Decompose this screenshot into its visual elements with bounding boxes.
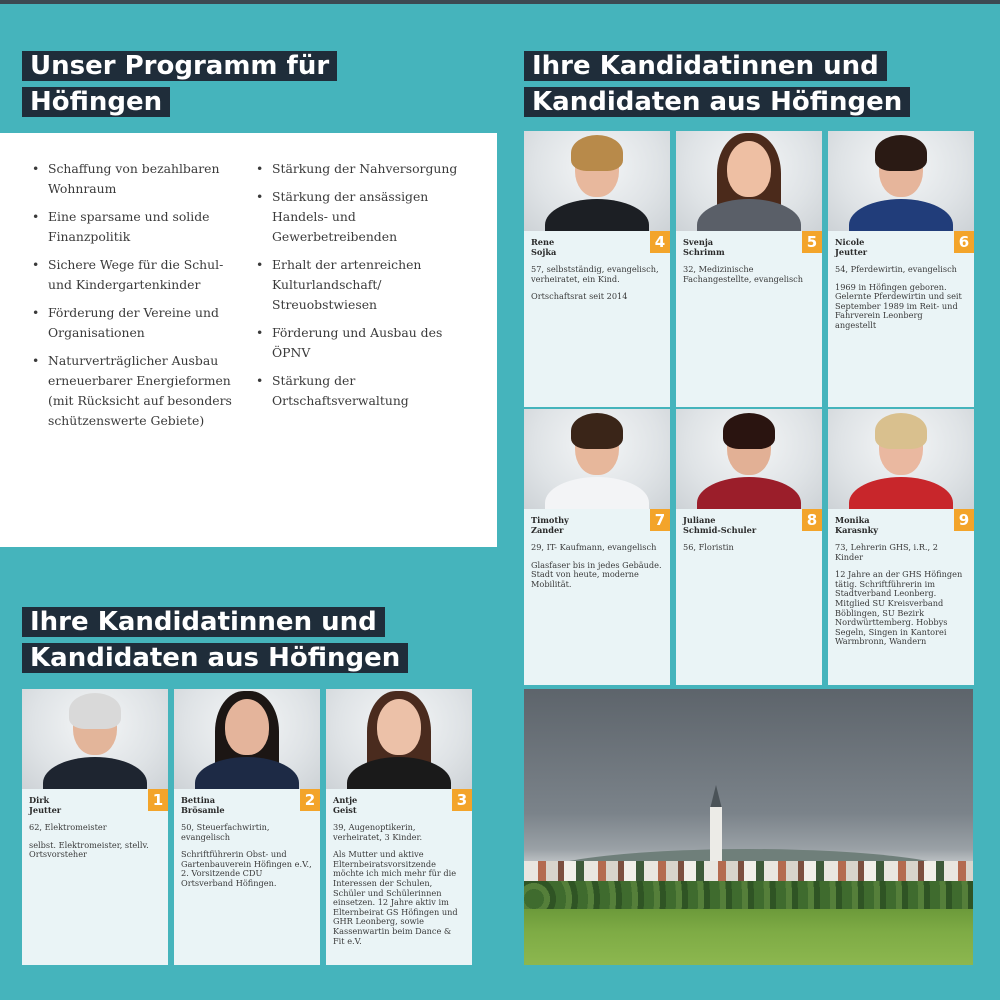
candidate-last-name: Karasnky — [835, 525, 879, 535]
candidate-number: 5 — [802, 231, 822, 253]
candidate-number: 9 — [954, 509, 974, 531]
program-heading-line1: Unser Programm für — [22, 51, 337, 81]
candidate-description — [683, 543, 814, 553]
candidates-heading-left — [22, 604, 408, 676]
candidate-photo — [676, 131, 822, 231]
candidates-heading-right-line1: Ihre Kandidatinnen und — [524, 51, 887, 81]
candidate-photo — [828, 409, 974, 509]
candidate-info: 50, Steuerfachwirtin, evangelisch — [181, 822, 270, 842]
candidate-description — [531, 543, 662, 589]
program-heading — [22, 48, 337, 120]
candidate-name — [29, 795, 142, 815]
candidate-photo — [22, 689, 168, 789]
program-item: • Naturverträglicher Ausbau erneuerbarer Energieformen (mit Rücksicht auf besonders schützenswerte Gebiete) — [30, 351, 240, 431]
clothing — [545, 199, 649, 231]
program-item: • Schaffung von bezahlbaren Wohnraum — [30, 159, 240, 199]
candidate-description — [531, 265, 662, 302]
candidate-card — [828, 409, 974, 685]
candidate-first-name: Juliane — [683, 515, 716, 525]
program-item: • Sichere Wege für die Schul- und Kindergartenkinder — [30, 255, 240, 295]
candidate-number: 8 — [802, 509, 822, 531]
candidate-info: 62, Elektromeister — [29, 822, 107, 832]
candidate-photo — [326, 689, 472, 789]
candidate-info: 39, Augenoptikerin, verheiratet, 3 Kinder. — [333, 822, 423, 842]
candidate-name — [181, 795, 294, 815]
candidate-info: 57, selbstständig, evangelisch, verheiratet, ein Kind. — [531, 264, 659, 284]
candidate-card — [676, 131, 822, 407]
landscape-photo — [524, 689, 973, 965]
candidate-first-name: Bettina — [181, 795, 216, 805]
face — [727, 141, 771, 197]
candidates-heading-left-line1: Ihre Kandidatinnen und — [22, 607, 385, 637]
hair — [69, 693, 121, 729]
candidate-first-name: Antje — [333, 795, 358, 805]
candidate-photo — [676, 409, 822, 509]
candidate-description — [835, 543, 966, 647]
candidate-card — [524, 409, 670, 685]
candidate-last-name: Schmid-Schuler — [683, 525, 757, 535]
candidate-first-name: Monika — [835, 515, 870, 525]
hair — [723, 413, 775, 449]
candidate-info: 73, Lehrerin GHS, i.R., 2 Kinder — [835, 542, 938, 562]
candidate-last-name: Jeutter — [835, 247, 868, 257]
program-list-col1 — [30, 159, 240, 547]
program-item: • Stärkung der ansässigen Handels- und Gewerbetreibenden — [254, 187, 464, 247]
program-item: • Erhalt der artenreichen Kulturlandschaft/ Streuobstwiesen — [254, 255, 464, 315]
candidate-number: 2 — [300, 789, 320, 811]
top-border — [0, 0, 1000, 4]
candidate-description — [29, 823, 160, 860]
candidate-description — [835, 265, 966, 331]
program-box — [0, 133, 497, 547]
candidate-first-name: Svenja — [683, 237, 714, 247]
candidates-heading-right-line2: Kandidaten aus Höfingen — [524, 87, 910, 117]
program-item: • Stärkung der Ortschaftsverwaltung — [254, 371, 464, 411]
candidate-details: Glasfaser bis in jedes Gebäude. Stadt von heute, moderne Mobilität. — [531, 559, 662, 589]
candidate-card — [676, 409, 822, 685]
candidate-card — [326, 689, 472, 965]
candidate-name — [333, 795, 446, 815]
clothing — [43, 757, 147, 789]
program-item: • Stärkung der Nahversorgung — [254, 159, 464, 179]
candidate-name — [683, 237, 796, 257]
candidate-description — [181, 823, 312, 889]
candidate-card — [22, 689, 168, 965]
candidate-card — [174, 689, 320, 965]
candidate-card — [828, 131, 974, 407]
candidate-last-name: Jeutter — [29, 805, 62, 815]
candidates-heading-right — [524, 48, 910, 120]
candidate-number: 4 — [650, 231, 670, 253]
candidate-name — [531, 515, 644, 535]
candidate-number: 7 — [650, 509, 670, 531]
candidate-last-name: Brösamle — [181, 805, 225, 815]
candidate-details: Schriftführerin Obst- und Gartenbauverein Höfingen e.V., 2. Vorsitzende CDU Ortsverband Höfingen. — [181, 849, 312, 888]
candidate-details: 12 Jahre an der GHS Höfingen tätig. Schriftführerin im Stadtverband Leonberg. Mitglied SU Kreisverband Böblingen, SU Bezirk Nordwürttemberg. Hobbys Segeln, Singen in Kantorei Warmbronn, Wandern — [835, 569, 963, 647]
clothing — [697, 199, 801, 231]
church-spire — [710, 785, 722, 809]
candidate-first-name: Dirk — [29, 795, 50, 805]
candidates-heading-left-line2: Kandidaten aus Höfingen — [22, 643, 408, 673]
hair — [571, 413, 623, 449]
candidate-info: 54, Pferdewirtin, evangelisch — [835, 264, 957, 274]
program-item: • Förderung der Vereine und Organisationen — [30, 303, 240, 343]
candidate-number: 6 — [954, 231, 974, 253]
hair — [571, 135, 623, 171]
candidate-details: Als Mutter und aktive Elternbeiratsvorsitzende möchte ich mich mehr für die Interessen der Schulen, Schüler und Schülerinnen einsetzen. 12 Jahre aktiv im Elternbeirat GS Höfingen und GHR Leonberg, sowie Kassenwartin beim Dance & Fit e.V. — [333, 849, 458, 946]
candidate-details: selbst. Elektromeister, stellv. Ortsvorsteher — [29, 839, 149, 860]
candidate-info: 32, Medizinische Fachangestellte, evangelisch — [683, 264, 804, 284]
face — [377, 699, 421, 755]
clothing — [849, 477, 953, 509]
program-item: • Förderung und Ausbau des ÖPNV — [254, 323, 464, 363]
program-list-col2 — [254, 159, 464, 547]
candidate-number: 1 — [148, 789, 168, 811]
candidate-card — [524, 131, 670, 407]
candidate-last-name: Geist — [333, 805, 357, 815]
candidate-last-name: Zander — [531, 525, 564, 535]
candidate-description — [683, 265, 814, 284]
candidate-number: 3 — [452, 789, 472, 811]
candidate-photo — [524, 409, 670, 509]
candidate-details: 1969 in Höfingen geboren. Gelernte Pferdewirtin und seit September 1989 im Reit- und Fahrverein Leonberg angestellt — [835, 281, 962, 330]
candidate-photo — [174, 689, 320, 789]
candidate-name — [531, 237, 644, 257]
candidate-first-name: Rene — [531, 237, 555, 247]
candidate-last-name: Sojka — [531, 247, 557, 257]
candidate-description — [333, 823, 464, 946]
candidate-details: Ortschaftsrat seit 2014 — [531, 291, 628, 302]
candidate-name — [835, 237, 948, 257]
hair — [875, 413, 927, 449]
candidate-photo — [828, 131, 974, 231]
hair — [875, 135, 927, 171]
landscape-trees — [524, 881, 973, 911]
candidate-name — [683, 515, 796, 535]
candidate-photo — [524, 131, 670, 231]
clothing — [697, 477, 801, 509]
candidate-first-name: Timothy — [531, 515, 569, 525]
clothing — [195, 757, 299, 789]
program-heading-line2: Höfingen — [22, 87, 170, 117]
candidate-info: 56, Floristin — [683, 542, 734, 552]
candidate-info: 29, IT- Kaufmann, evangelisch — [531, 542, 657, 552]
candidate-first-name: Nicole — [835, 237, 865, 247]
clothing — [849, 199, 953, 231]
clothing — [347, 757, 451, 789]
church-tower — [710, 807, 722, 863]
candidate-name — [835, 515, 948, 535]
face — [225, 699, 269, 755]
clothing — [545, 477, 649, 509]
program-item: • Eine sparsame und solide Finanzpolitik — [30, 207, 240, 247]
candidate-last-name: Schrimm — [683, 247, 725, 257]
landscape-field — [524, 909, 973, 965]
